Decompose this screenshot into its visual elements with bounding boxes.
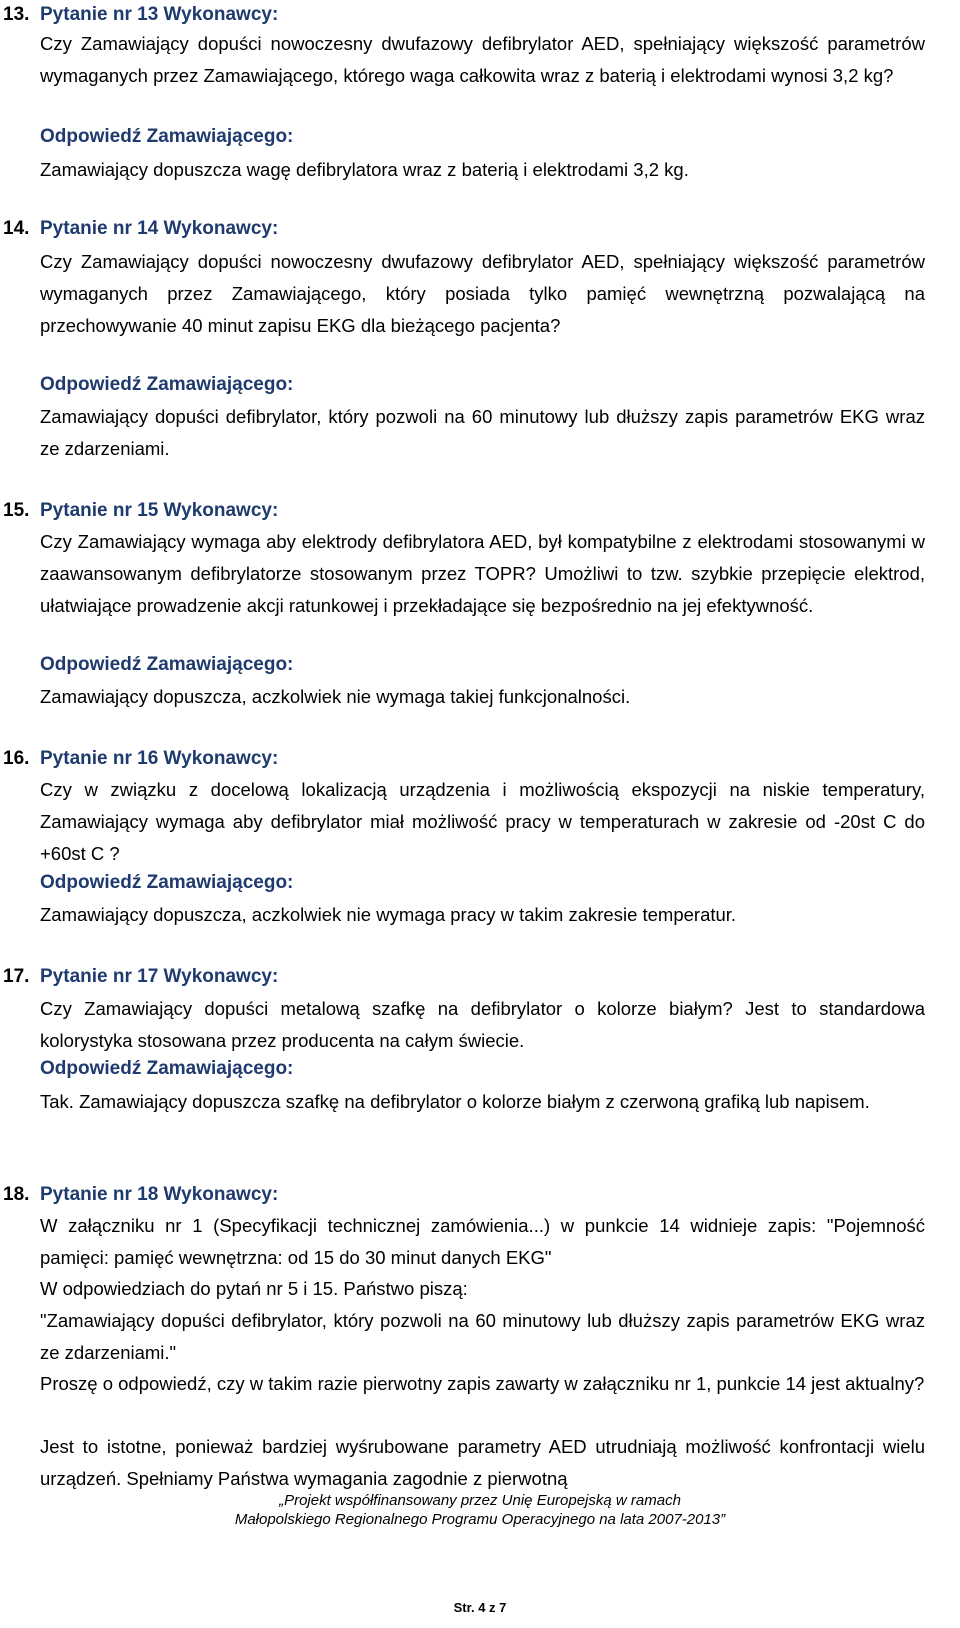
answer-text: Zamawiający dopuści defibrylator, który pozwoli na 60 minutowy lub dłuższy zapis parametrów EKG wraz ze zdarzeniami. <box>40 406 925 459</box>
question-number: 18. <box>3 1184 30 1205</box>
answer-label: Odpowiedź Zamawiającego: <box>40 1058 294 1079</box>
question-text: Czy Zamawiający dopuści nowoczesny dwufazowy defibrylator AED, spełniający większość parametrów wymaganych przez Zamawiającego, który posiada tylko pamięć wewnętrzną pozwalającą na przechowywanie 40 minut zapisu EKG dla bieżącego pacjenta? <box>40 251 925 336</box>
answer-text: Zamawiający dopuszcza, aczkolwiek nie wymaga takiej funkcjonalności. <box>40 686 631 707</box>
question-number: 15. <box>3 500 30 521</box>
question-text-line: W załączniku nr 1 (Specyfikacji technicznej zamówienia...) w punkcie 14 widnieje zapis: "Pojemność pamięci: pamięć wewnętrzna: od 15 do 30 minut danych EKG" <box>40 1215 925 1268</box>
question-text-line: Jest to istotne, ponieważ bardziej wyśrubowane parametry AED utrudniają możliwość konfrontacji wielu urządzeń. Spełniamy Państwa wymagania zagodnie z pierwotną <box>40 1436 925 1489</box>
question-number: 14. <box>3 218 30 239</box>
answer-label: Odpowiedź Zamawiającego: <box>40 654 294 675</box>
answer-label: Odpowiedź Zamawiającego: <box>40 126 294 147</box>
page-number: Str. 4 z 7 <box>453 1600 507 1615</box>
question-heading: Pytanie nr 14 Wykonawcy: <box>40 218 279 239</box>
footer-line-1: „Projekt współfinansowany przez Unię Europejską w ramach <box>279 1492 681 1509</box>
question-text: Czy Zamawiający wymaga aby elektrody defibrylatora AED, był kompatybilne z elektrodami stosowanymi w zaawansowanym defibrylatorze stosowanym przez TOPR? Umożliwi to tzw. szybkie przepięcie elektrod, ułatwiające prowadzenie akcji ratunkowej i przekładające się bezpośrednio na jej efektywność. <box>40 531 925 616</box>
question-text: Czy w związku z docelową lokalizacją urządzenia i możliwością ekspozycji na niskie temperatury, Zamawiający wymaga aby defibrylator miał możliwość pracy w temperaturach w zakresie od -20st C do +60st C ? <box>40 779 925 864</box>
answer-text: Tak. Zamawiający dopuszcza szafkę na defibrylator o kolorze białym z czerwoną grafiką lub napisem. <box>40 1091 870 1112</box>
question-number: 13. <box>3 4 30 25</box>
question-text-line: Proszę o odpowiedź, czy w takim razie pierwotny zapis zawarty w załączniku nr 1, punkcie 14 jest aktualny? <box>40 1373 925 1394</box>
question-number: 17. <box>3 966 30 987</box>
question-text-line: "Zamawiający dopuści defibrylator, który pozwoli na 60 minutowy lub dłuższy zapis parametrów EKG wraz ze zdarzeniami." <box>40 1310 925 1363</box>
footer-line-2: Małopolskiego Regionalnego Programu Operacyjnego na lata 2007-2013” <box>234 1511 726 1528</box>
answer-text: Zamawiający dopuszcza, aczkolwiek nie wymaga pracy w takim zakresie temperatur. <box>40 904 737 925</box>
question-number: 16. <box>3 748 30 769</box>
answer-text: Zamawiający dopuszcza wagę defibrylatora wraz z baterią i elektrodami 3,2 kg. <box>40 159 689 180</box>
question-text: Czy Zamawiający dopuści metalową szafkę na defibrylator o kolorze białym? Jest to standardowa kolorystyka stosowana przez producenta na całym świecie. <box>40 998 925 1051</box>
answer-label: Odpowiedź Zamawiającego: <box>40 374 294 395</box>
question-heading: Pytanie nr 13 Wykonawcy: <box>40 4 279 25</box>
answer-label: Odpowiedź Zamawiającego: <box>40 872 294 893</box>
question-heading: Pytanie nr 16 Wykonawcy: <box>40 748 279 769</box>
question-heading: Pytanie nr 15 Wykonawcy: <box>40 500 279 521</box>
question-text-line: W odpowiedziach do pytań nr 5 i 15. Państwo piszą: <box>40 1278 468 1299</box>
question-text: Czy Zamawiający dopuści nowoczesny dwufazowy defibrylator AED, spełniający większość parametrów wymaganych przez Zamawiającego, którego waga całkowita wraz z baterią i elektrodami wynosi 3,2 kg? <box>40 33 925 86</box>
question-heading: Pytanie nr 18 Wykonawcy: <box>40 1184 279 1205</box>
question-heading: Pytanie nr 17 Wykonawcy: <box>40 966 279 987</box>
